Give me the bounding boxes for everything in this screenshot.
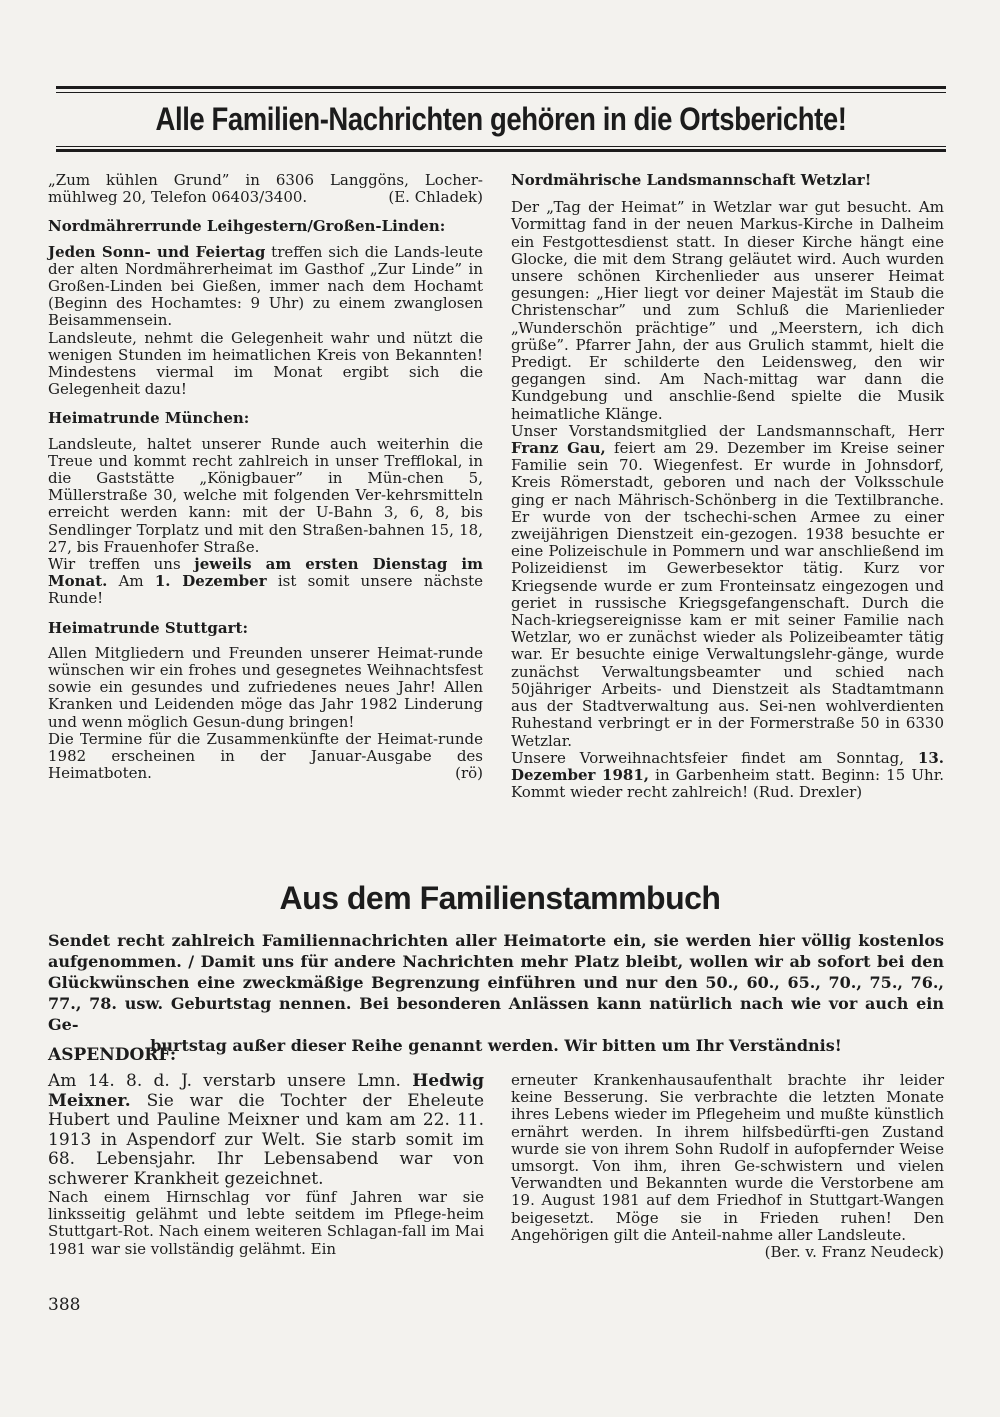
wetzlar-paragraph-1: Der „Tag der Heimat” in Wetzlar war gut besucht. Am Vormittag fand in der neuen Markus-Kirche in Dalheim ein Festgottesdienst statt. In dieser Kirche hängt eine Glocke, die mit dem Strang geläutet wird. Auch wurden unsere schönen Kirchenlieder aus unserer Heimat gesungen: „Hier liegt vor deiner Majestät im Staub die Christenschar” und zum Schluß die Marienlieder „Wunderschön prächtige” und „Meerstern, ich dich grüße”. Pfarrer Jahn, der aus Grulich stammt, hielt die Predigt. Er schilderte den Leidensweg, den wir gegangen sind. Am Nach-mittag war dann die Kundgebung und anschlie-ßend spielte die Musik heimatliche Klänge. [511,198,944,423]
leihgestern-text: treffen sich die Lands-leute der alten Nordmährerheimat im Gasthof „Zur Linde” in Großen-Linden bei Gießen, immer nach dem Hochamt (Beginn des Hochamtes: 9 Uhr) zu einem zwanglosen Beisammensein. [48,242,483,330]
muenchen-paragraph-1: Landsleute, haltet unserer Runde auch weiterhin die Treue und kommt recht zahlreich in unser Trefflokal, in die Gaststätte „Königbauer” in Mün-chen 5, Müllerstraße 30, welche mit folgenden Ver-kehrsmitteln erreicht werden kann: mit der U-Bahn 3, 6, 8, bis Sendlinger Torplatz und mit den Straßen-bahnen 15, 18, 27, bis Frauenhofer Straße. [48,434,483,556]
stuttgart-signature: (rö) [455,764,483,783]
intro-text-last: burtstag außer dieser Reihe genannt werden. Wir bitten um Ihr Verständnis! [150,1036,842,1055]
text-span: in Garbenheim statt. Beginn: 15 Uhr. Kommt wieder recht zahlreich! (Rud. Drexler) [511,765,944,802]
section-title-stuttgart: Heimatrunde Stuttgart: [48,618,249,637]
bold-span: Franz Gau, [511,439,606,458]
bold-span: 1. Dezember [154,572,267,591]
text-span: erneuter Krankenhausaufenthalt brachte ihr leider keine Besserung. Sie verbrachte die letzten Monate ihres Lebens wieder im Pflegeheim und mußte künstlich ernährt werden. In ihrem hilfsbedürfti-gen Zustand wurde sie von ihrem Sohn Rudolf in aufopfernder Weise umsorgt. Von ihm, ihren Ge-schwistern und vielen Verwandten und Bekannten wurde die Verstorbene am 19. August 1981 auf dem Friedhof in Stuttgart-Wangen beigesetzt. Möge sie in Frieden ruhen! Den Angehörigen gilt die Anteil-nahme aller Landsleute. [511,1071,944,1244]
stuttgart-paragraph-1: Allen Mitgliedern und Freunden unserer Heimat-runde wünschen wir ein frohes und gesegnetes Weihnachtsfest sowie ein gesundes und zufriedenes neues Jahr! Allen Kranken und Leidenden möge das Jahr 1982 Linderung und wenn möglich Gesun-dung bringen! [48,643,483,731]
bottom-rule-thin [56,146,946,147]
wetzlar-paragraph-3 [511,750,944,802]
aspendorf-paragraph-1 [48,1072,484,1189]
aspendorf-paragraph-2: Nach einem Hirnschlag vor fünf Jahren war sie linksseitig gelähmt und lebte seitdem im Pflege-heim Stuttgart-Rot. Nach einem weiteren Schlagan-fall im Mai 1981 war sie vollständig gelähmt. Ein [48,1188,484,1258]
section-title-wetzlar: Nordmährische Landsmannschaft Wetzlar! [511,171,872,189]
section-title-muenchen: Heimatrunde München: [48,409,250,428]
text-span: Unser Vorstandsmitglied der Landsmannschaft, Herr [511,421,944,440]
leihgestern-bold-lead: Jeden Sonn- und Feiertag [48,242,266,261]
text-span: Wir treffen uns [48,555,195,574]
aspendorf-signature: (Ber. v. Franz Neudeck) [764,1243,944,1262]
page-headline: Alle Familien-Nachrichten gehören in die Ortsberichte! [155,101,847,137]
bottom-rule-thick [56,149,946,152]
continued-signature: (E. Chladek) [388,188,483,207]
top-rule-thin [56,92,946,93]
aspendorf-paragraph-3 [511,1071,944,1262]
text-span: feiert am 29. Dezember im Kreise seiner Familie sein 70. Wiegenfest. Er wurde in Johnsdorf, Kreis Römerstadt, geboren und nach der Volksschule ging er nach Mährisch-Schönberg in die Textilbranche. Er wurde von der tschechi-schen Armee zu einer zweijährigen Dienstzeit ein-gezogen. 1938 besuchte er eine Polizeischule in Pommern und war anschließend im Polizeidienst im Gewerbesektor tätig. Kurz vor Kriegsende wurde er zum Fronteinsatz eingezogen und geriet in russische Kriegsgefangenschaft. Durch die Nach-kriegsereignisse kam er mit seiner Familie nach Wetzlar, wo er zunächst wieder als Polizeibeamter tätig war. Er besuchte einige Verwaltungslehr-gänge, wurde zunächst Verwaltungsbeamter und schied nach 50jähriger Arbeits- und Dienstzeit als Stadtamtmann aus der Stadtverwaltung aus. Sei-nen wohlverdienten Ruhestand verbringt er in der Formerstraße 50 in 6330 Wetzlar. [511,439,945,750]
text-span: Unsere Vorweihnachtsfeier findet am Sonntag, [511,748,918,767]
section-title-leihgestern: Nordmährerrunde Leihgestern/Großen-Linden: [48,217,446,236]
text-span: Sie war die Tochter der Eheleute Hubert und Pauline Meixner und kam am 22. 11. 1913 in Aspendorf zur Welt. Sie starb somit im 68. Lebensjahr. Ihr Lebensabend war von schwerer Krankheit gezeichnet. [48,1090,484,1189]
muenchen-paragraph-2 [48,556,483,608]
aspendorf-left-column [48,1072,484,1258]
place-heading-aspendorf: ASPENDORF: [48,1045,177,1065]
section-heading-familienstammbuch: Aus dem Familienstammbuch [279,880,721,916]
page-number: 388 [48,1295,81,1315]
intro-text: Sendet recht zahlreich Familiennachrichten aller Heimatorte ein, sie werden hier völlig kostenlos aufgenommen. / Damit uns für andere Nachrichten mehr Platz bleibt, wollen wir ab sofort bei den Glückwünschen eine zweckmäßige Begrenzung einführen und nur den 50., 60., 65., 70., 75., 76., 77., 78. usw. Geburtstag nennen. Bei besonderen Anlässen kann natürlich nach wie vor auch ein Ge- [48,931,944,1034]
right-column [511,172,944,801]
bold-span: 13. Dezember 1981, [511,748,944,784]
wetzlar-paragraph-2 [511,423,944,750]
text-span: Am 14. 8. d. J. verstarb unsere Lmn. [48,1071,413,1091]
aspendorf-right-column [511,1072,944,1261]
top-rule-thick [56,86,946,89]
continued-article [48,172,483,206]
leihgestern-paragraph-2: Landsleute, nehmt die Gelegenheit wahr und nützt die wenigen Stunden im heimatlichen Kreis von Bekannten! Mindestens viermal im Monat ergibt sich die Gelegenheit dazu! [48,328,483,399]
text-span: Am [107,572,155,591]
left-column [48,172,483,783]
continued-text: „Zum kühlen Grund” in 6306 Langgöns, Locher-mühlweg 20, Telefon 06403/3400. [48,171,483,207]
leihgestern-paragraph-1 [48,244,483,330]
text-span: ist somit unsere nächste Runde! [48,572,483,608]
family-intro [48,930,944,1056]
bold-span: jeweils am ersten Dienstag im Monat. [48,555,484,591]
text-span: Die Termine für die Zusammenkünfte der Heimat-runde 1982 erscheinen in der Januar-Ausgabe des Heimatboten. [48,729,483,783]
bold-span: Hedwig Meixner. [48,1071,484,1111]
stuttgart-paragraph-2 [48,731,483,783]
